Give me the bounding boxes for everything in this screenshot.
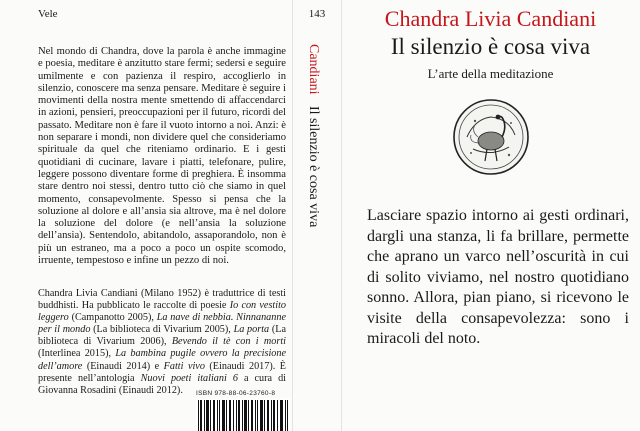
bio-text: (Interlinea 2015), [38, 348, 116, 360]
bio-book-title: Bevendo il tè con i morti [171, 336, 286, 348]
front-cover [341, 0, 640, 431]
back-cover [0, 0, 292, 431]
bio-book-title: La nave di nebbia. Ninnananne per il mondo [38, 312, 286, 336]
back-blurb: Nel mondo di Chandra, dove la parola è anche immagine e poesia, meditare è anzitutto stare fermi; sedersi e seguire umilmente e con pazienza il respiro, accoglierlo in silenzio, conoscere ma senza pensare. Meditare è seguire i movimenti della nostra mente smettendo di affaccendarci in azioni, pensieri, preoccupazioni per il futuro, ricordi del passato. Meditare non è fare il vuoto intorno a noi. Anzi: è non separare i mondi, non dividere quel che consideriamo spirituale da quel che riteniamo ordinario. E i gesti quotidiani di cucinare, lavare i piatti, telefonare, pulire, leggere possono diventare forme di preghiera. È insomma stare dentro noi stessi, dentro tutto ciò che siamo in quel momento, consapevolmente. Spesso si pensa che la soluzione al dolore e all’ansia sia altrove, ma è nel dolore la soluzione del dolore (e nell’ansia la soluzione dell’ansia). Sentendolo, abitandolo, assaporandolo, non è più un estraneo, ma a poco a poco un ospite scomodo, irruente, tempestoso e infine un pezzo di noi. [38, 46, 286, 267]
bio-text: (Einaudi 2017). È presente nell’antologia [38, 360, 286, 384]
front-quote: Lasciare spazio intorno ai gesti ordinari, dargli una stanza, li fa brillare, permette che aprano un varco nell’oscurità in cui di solito viviamo, nel nostro quotidiano sonno. Allora, pian piano, si ricevono le visite della consapevolezza: sono i miracoli del noto. [367, 207, 629, 347]
front-title: Il silenzio è cosa viva [390, 34, 591, 59]
bio-book-title: Nuovi poeti italiani 6 [140, 372, 238, 384]
bio-text: (Campanotto 2005), [68, 312, 157, 324]
spine [292, 0, 342, 431]
spine-title: Il silenzio è cosa viva [306, 106, 321, 228]
bio-text: (La biblioteca di Vivarium 2005), [90, 324, 234, 336]
front-subtitle: L’arte della meditazione [427, 66, 554, 81]
front-author: Chandra Livia Candiani [384, 6, 597, 31]
bio-text: (La biblioteca di Vivarium 2006), [38, 324, 286, 348]
bio-text: (Einaudi 2014) e [82, 360, 164, 372]
bio-text: Chandra Livia Candiani (Milano 1952) è traduttrice di testi buddhisti. Ha pubblicato le raccolte di poesie [38, 288, 286, 312]
author-bio [38, 288, 286, 397]
spine-author: Candiani [306, 44, 321, 95]
isbn-number: ISBN 978-88-06-23760-8 [196, 390, 276, 397]
bio-book-title: La bambina pugile ovvero la precisione dell’amore [38, 348, 286, 372]
bio-text: a cura di Giovanna Rosadini (Einaudi 2012). [38, 372, 286, 396]
einaudi-emblem-icon [451, 97, 531, 177]
bio-book-title: La porta [233, 324, 270, 336]
series-name: Vele [38, 8, 58, 20]
bio-book-title: Fatti vivo [163, 360, 205, 372]
barcode-icon [196, 398, 290, 431]
page-number: 143 [308, 8, 326, 20]
spine-text [305, 44, 321, 227]
bio-book-title: Io con vestito leggero [38, 300, 287, 324]
